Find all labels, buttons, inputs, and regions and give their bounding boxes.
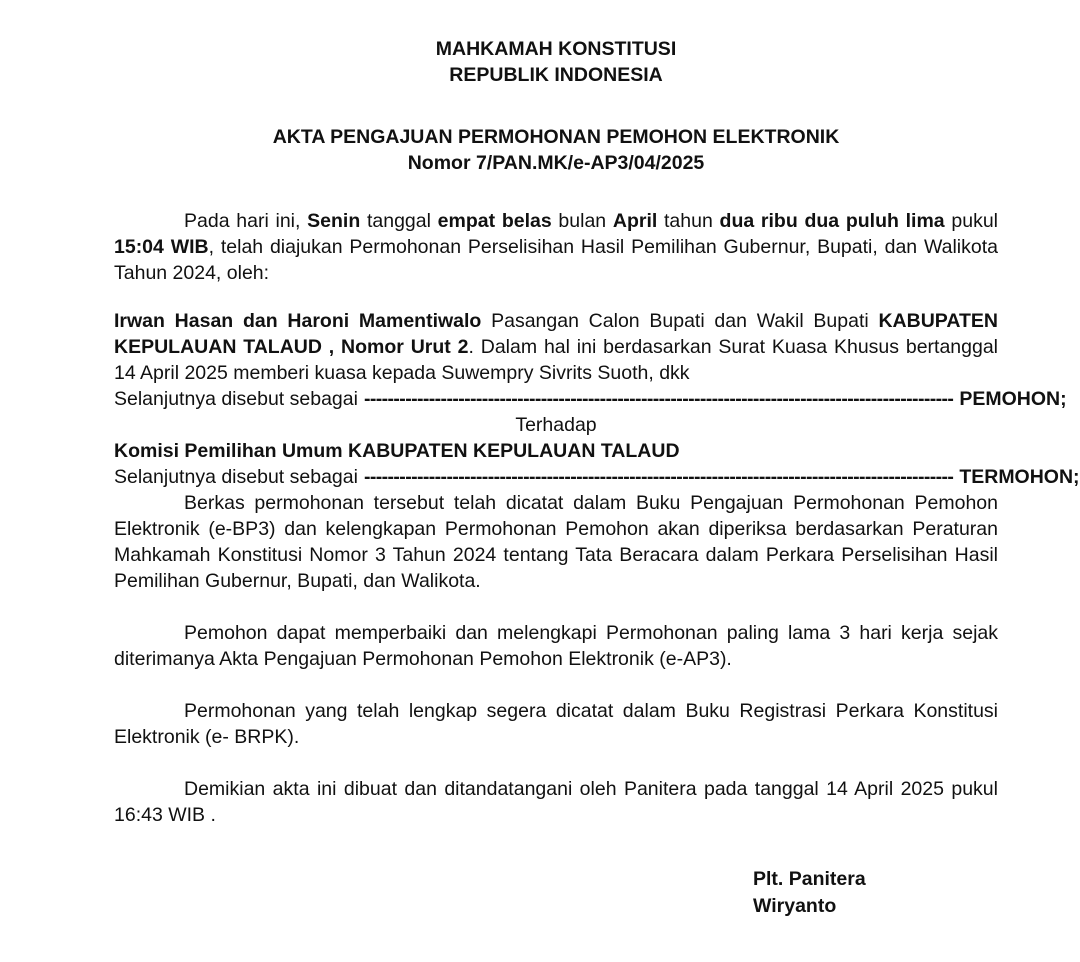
document-number: Nomor 7/PAN.MK/e-AP3/04/2025 [407, 152, 705, 174]
opening-date-words: empat belas [437, 210, 552, 232]
signatory-role: Plt. Panitera [753, 868, 866, 890]
applicant-region-number: KABUPATEN KEPULAUAN TALAUD , Nomor Urut 2 [114, 310, 998, 358]
opening-time: 15:04 WIB [114, 236, 209, 258]
respondent-name: Komisi Pemilihan Umum KABUPATEN KEPULAUAN TALAUD [114, 440, 680, 462]
opening-month: April [612, 210, 658, 232]
opening-paragraph [114, 208, 998, 286]
institution-name: MAHKAMAH KONSTITUSI [435, 38, 677, 60]
termohon-lead-text: Selanjutnya disebut sebagai [114, 466, 358, 488]
termohon-dash-leader: ---------------------------------------------------------------------------------------------------- [363, 466, 954, 488]
opening-day: Senin [307, 210, 361, 232]
closing-paragraph: Demikian akta ini dibuat dan ditandatangani oleh Panitera pada tanggal 14 April 2025 pukul 16:43 WIB . [114, 778, 998, 826]
applicant-text-2: . Dalam hal ini berdasarkan Surat Kuasa Khusus bertanggal 14 April 2025 memberi kuasa kepada Suwempry Sivrits Suoth, dkk [114, 336, 999, 384]
pemohon-label: PEMOHON; [959, 388, 1067, 410]
signature-block [753, 866, 866, 920]
document-title-block [114, 124, 998, 176]
opening-text-5: pukul [944, 210, 999, 232]
document-title: AKTA PENGAJUAN PERMOHONAN PEMOHON ELEKTRONIK [272, 126, 840, 148]
opening-year-words: dua ribu dua puluh lima [719, 210, 945, 232]
signatory-name: Wiryanto [753, 895, 837, 917]
registration-paragraph: Permohonan yang telah lengkap segera dicatat dalam Buku Registrasi Perkara Konstitusi Elektronik (e- BRPK). [114, 700, 998, 748]
revision-paragraph: Pemohon dapat memperbaiki dan melengkapi Permohonan paling lama 3 hari kerja sejak diterimanya Akta Pengajuan Permohonan Pemohon Elektronik (e-AP3). [114, 622, 998, 670]
termohon-label: TERMOHON; [959, 466, 1080, 488]
applicant-names: Irwan Hasan dan Haroni Mamentiwalo [114, 310, 482, 332]
pemohon-lead-text: Selanjutnya disebut sebagai [114, 388, 358, 410]
pemohon-dash-leader: ---------------------------------------------------------------------------------------------------- [363, 388, 954, 410]
opening-text-1: Pada hari ini, [184, 210, 308, 232]
opening-text-2: tanggal [360, 210, 438, 232]
pemohon-designation [114, 386, 1067, 412]
opening-text-6: , telah diajukan Permohonan Perselisihan Hasil Pemilihan Gubernur, Bupati, dan Walikota Tahun 2024, oleh: [114, 236, 998, 284]
opening-text-3: bulan [551, 210, 613, 232]
termohon-designation [114, 464, 1080, 490]
applicant-paragraph [114, 308, 998, 386]
document-page [114, 36, 1080, 828]
opening-text-4: tahun [657, 210, 720, 232]
document-header [114, 36, 998, 88]
applicant-text-1: Pasangan Calon Bupati dan Wakil Bupati [481, 310, 879, 332]
versus-label: Terhadap [515, 414, 597, 436]
country-name: REPUBLIK INDONESIA [449, 64, 663, 86]
recorded-paragraph: Berkas permohonan tersebut telah dicatat dalam Buku Pengajuan Permohonan Pemohon Elektronik (e-BP3) dan kelengkapan Permohonan Pemohon akan diperiksa berdasarkan Peraturan Mahkamah Konstitusi Nomor 3 Tahun 2024 tentang Tata Beracara dalam Perkara Perselisihan Hasil Pemilihan Gubernur, Bupati, dan Walikota. [114, 492, 998, 592]
